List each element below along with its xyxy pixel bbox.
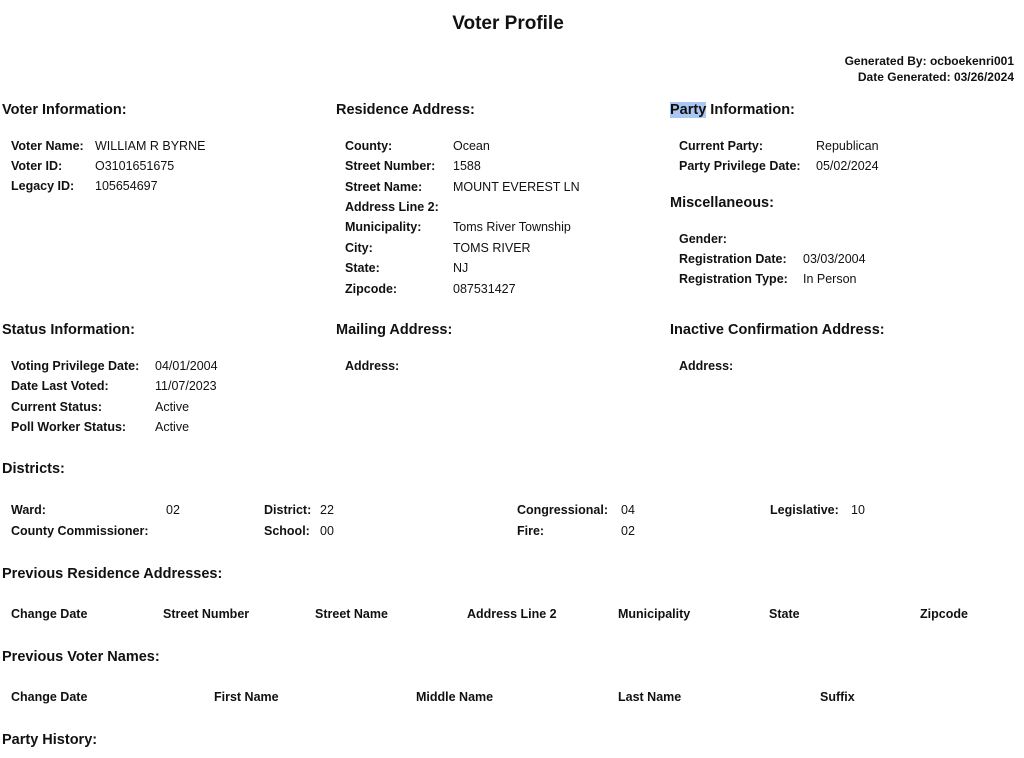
municipality-value: Toms River Township (453, 220, 571, 234)
ward-label: Ward: (11, 503, 46, 517)
column-header: Change Date (11, 690, 88, 704)
generated-by-value: ocboekenri001 (929, 54, 1014, 68)
mailing-heading: Mailing Address: (336, 322, 453, 338)
legislative-label: Legislative: (770, 503, 839, 517)
column-header: Last Name (618, 690, 682, 704)
voting-privilege-label: Voting Privilege Date: (11, 359, 140, 373)
party-history-heading: Party History: (2, 732, 98, 748)
page-title: Voter Profile (452, 13, 564, 34)
state-value: NJ (453, 261, 469, 275)
column-header: Street Name (315, 607, 388, 621)
county-label: County: (345, 139, 393, 153)
street-name-value: MOUNT EVEREST LN (453, 180, 580, 194)
column-header: Middle Name (416, 690, 494, 704)
inactive-heading: Inactive Confirmation Address: (670, 322, 885, 338)
municipality-label: Municipality: (345, 220, 422, 234)
last-voted-label: Date Last Voted: (11, 379, 109, 393)
city-label: City: (345, 241, 373, 255)
column-header: First Name (214, 690, 279, 704)
city-value: TOMS RIVER (453, 241, 531, 255)
street-number-label: Street Number: (345, 159, 436, 173)
address-line2-label: Address Line 2: (345, 200, 439, 214)
current-status-label: Current Status: (11, 400, 102, 414)
poll-worker-value: Active (155, 420, 190, 434)
search-highlight: Party (670, 102, 707, 118)
voter-name-value: WILLIAM R BYRNE (95, 139, 206, 153)
prev-names-heading: Previous Voter Names: (2, 649, 160, 665)
voter-id-value: O3101651675 (95, 159, 175, 173)
voter-info-heading: Voter Information: (2, 102, 127, 118)
voter-id-label: Voter ID: (11, 159, 63, 173)
legislative-value: 10 (851, 503, 865, 517)
registration-type-value: In Person (803, 272, 857, 286)
last-voted-value: 11/07/2023 (155, 379, 217, 393)
column-header: Change Date (11, 607, 88, 621)
state-label: State: (345, 261, 380, 275)
zipcode-value: 087531427 (453, 282, 516, 296)
generated-by: Generated By: ocboekenri001 (844, 54, 1014, 68)
ward-value: 02 (166, 503, 180, 517)
district-value: 22 (320, 503, 334, 517)
misc-heading: Miscellaneous: (670, 195, 774, 211)
school-label: School: (264, 524, 310, 538)
poll-worker-label: Poll Worker Status: (11, 420, 127, 434)
fire-label: Fire: (517, 524, 545, 538)
legacy-id-label: Legacy ID: (11, 179, 75, 193)
districts-heading: Districts: (2, 461, 65, 477)
party-privilege-value: 05/02/2024 (816, 159, 879, 173)
congressional-label: Congressional: (517, 503, 608, 517)
prev-addresses-heading: Previous Residence Addresses: (2, 566, 223, 582)
current-party-value: Republican (816, 139, 879, 153)
current-party-label: Current Party: (679, 139, 764, 153)
column-header: Zipcode (920, 607, 968, 621)
status-heading: Status Information: (2, 322, 135, 338)
party-info-heading: Party Information: (670, 102, 795, 118)
school-value: 00 (320, 524, 334, 538)
column-header: State (769, 607, 800, 621)
registration-type-label: Registration Type: (679, 272, 788, 286)
registration-date-label: Registration Date: (679, 252, 787, 266)
party-privilege-label: Party Privilege Date: (679, 159, 801, 173)
voter-name-label: Voter Name: (11, 139, 84, 153)
inactive-address-label: Address: (679, 359, 734, 373)
current-status-value: Active (155, 400, 190, 414)
column-header: Municipality (618, 607, 691, 621)
zipcode-label: Zipcode: (345, 282, 398, 296)
column-header: Address Line 2 (467, 607, 557, 621)
county-value: Ocean (453, 139, 490, 153)
street-number-value: 1588 (453, 159, 481, 173)
residence-heading: Residence Address: (336, 102, 475, 118)
registration-date-value: 03/03/2004 (803, 252, 866, 266)
column-header: Suffix (820, 690, 855, 704)
congressional-value: 04 (621, 503, 635, 517)
district-label: District: (264, 503, 312, 517)
street-name-label: Street Name: (345, 180, 423, 194)
gender-label: Gender: (679, 232, 727, 246)
date-generated: Date Generated: 03/26/2024 (857, 70, 1014, 84)
legacy-id-value: 105654697 (95, 179, 158, 193)
mailing-address-label: Address: (345, 359, 400, 373)
column-header: Street Number (163, 607, 250, 621)
commissioner-label: County Commissioner: (11, 524, 149, 538)
fire-value: 02 (621, 524, 635, 538)
voting-privilege-value: 04/01/2004 (155, 359, 218, 373)
date-generated-value: 03/26/2024 (953, 70, 1014, 84)
